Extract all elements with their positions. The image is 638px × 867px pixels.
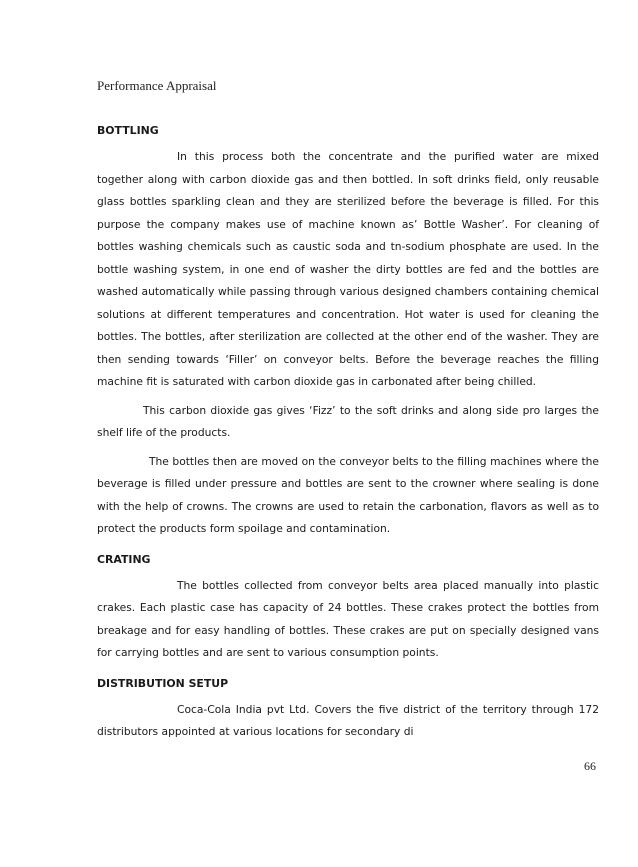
page-number: 66: [584, 759, 596, 773]
bottling-paragraph-2: This carbon dioxide gas gives ‘Fizz’ to the soft drinks and along side pro larges the shelf life of the products.: [97, 403, 599, 439]
section-heading-bottling: BOTTLING: [97, 124, 159, 137]
distribution-paragraph-1: Coca-Cola India pvt Ltd. Covers the five district of the territory through 172 distributors appointed at various locations for secondary di: [97, 702, 599, 738]
running-header: Performance Appraisal: [97, 78, 217, 93]
section-heading-crating: CRATING: [97, 552, 151, 566]
crating-paragraph-1: The bottles collected from conveyor belts area placed manually into plastic crakes. Each plastic case has capacity of 24 bottles. These crakes protect the bottles from breakage and for easy handling of bottles. These crakes are put on specially designed vans for carrying bottles and are sent to various consumption points.: [97, 578, 599, 659]
bottling-paragraph-3: The bottles then are moved on the conveyor belts to the filling machines where the beverage is filled under pressure and bottles are sent to the crowner where sealing is done with the help of crowns. The crowns are used to retain the carbonation, flavors as well as to protect the products form spoilage and contamination.: [97, 454, 599, 535]
bottling-paragraph-1: In this process both the concentrate and the purified water are mixed together along with carbon dioxide gas and then bottled. In soft drinks field, only reusable glass bottles sparkling clean and they are sterilized before the beverage is filled. For this purpose the company makes use of machine known as’ Bottle Washer’. For cleaning of bottles washing chemicals such as caustic soda and tn-sodium phosphate are used. In the bottle washing system, in one end of washer the dirty bottles are fed and the bottles are washed automatically while passing through various designed chambers containing chemical solutions at different temperatures and concentration. Hot water is used for cleaning the bottles. The bottles, after sterilization are collected at the other end of the washer. They are then sending towards ‘Filler’ on conveyor belts. Before the beverage reaches the filling machine fit is saturated with carbon dioxide gas in carbonated after being chilled.: [97, 150, 599, 388]
page-content: [97, 120, 599, 744]
section-heading-distribution: DISTRIBUTION SETUP: [97, 676, 229, 690]
